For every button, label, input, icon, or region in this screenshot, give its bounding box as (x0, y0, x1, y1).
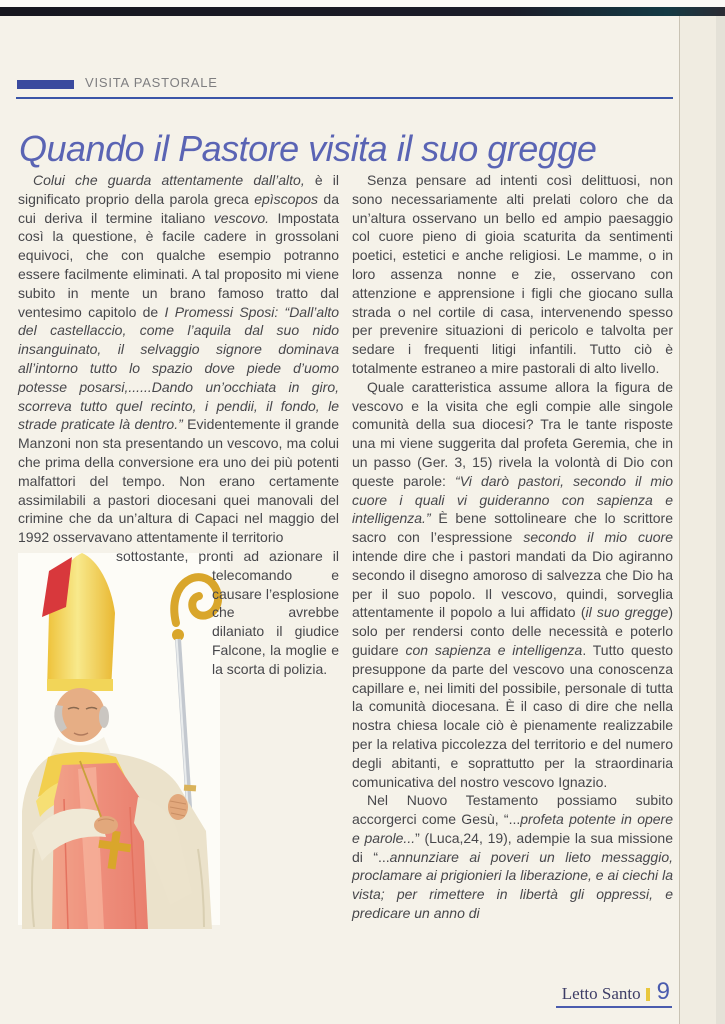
paragraph: Nel Nuovo Testamento possiamo subito accorgerci come Gesù, “...profeta potente in opere e parole...” (Luca,24, 19), adempie la sua missione di “...annunziare ai poveri un lieto messaggio, proclamare ai prigionieri la liberazione, e ai ciechi la vista; per rimettere in libertà gli oppressi, e predicare un anno di (352, 792, 673, 922)
face (55, 688, 105, 742)
right-column (352, 171, 673, 929)
magazine-name: Letto Santo (561, 984, 641, 1003)
scan-top-margin (0, 0, 725, 7)
page-right-shadow (716, 16, 725, 1024)
paragraph: Colui che guarda attentamente dall’alto, è il significato proprio della parola greca epìscopos da cui deriva il termine italiano vescovo. Impostata così la questione, è facile cadere in grossolani equivoci, che con qualche esempio potranno essere facilmente eliminati. A tal proposito mi viene subito in mente un brano famoso tratto dal ventesimo capitolo de I Promessi Sposi: “Dall’alto del castellaccio, come l’aquila dal suo nido insanguinato, il selvaggio signore dominava all’intorno tutto lo spazio dove piede d’uomo potesse posarsi,......Dando un’occhiata in giro, scorreva tutto quel recinto, i pendii, il fondo, le strade praticate là dentro.” Evidentemente il grande Manzoni non sta presentando un vescovo, ma colui che prima della conversione era uno dei più potenti malfattori del tempo. Non erano certamente assimilabili a pastori diocesani quei manovali del crimine che da un’altura di Capaci nel maggio del 1992 osservavano attentamente il territorio (18, 172, 340, 546)
page-number: 9 (656, 978, 670, 1005)
header-rule (16, 97, 673, 99)
scan-dark-edge (0, 7, 725, 16)
left-column (18, 171, 339, 929)
section-accent-bar (17, 80, 74, 89)
footer-rule (556, 978, 672, 1008)
paragraph-wrapped: sottostante, pronti ad azionare il telecomando e causare l’esplosione che avrebbe dilaniato il giudice Falcone, la moglie e la scorta di polizia. (116, 547, 339, 677)
page-footer (556, 978, 672, 1006)
section-kicker: VISITA PASTORALE (85, 75, 218, 90)
article-body (18, 171, 673, 929)
paragraph: Senza pensare ad intenti così delittuosi, non sono necessariamente alti prelati coloro che da un’altura osservano un bello ed ampio paesaggio col cuore pieno di gioia scaturita da sentimenti poetici, estetici e anche religiosi. Le mamme, o in loro assenza nonne e zie, osservano con attenzione e apprensione i figli che giocano sulla strada o nel cortile di casa, intervenendo spesso per prevenire situazioni di pericolo e talvolta per sedare i frequenti litigi infantili. Tutto ciò è totalmente estraneo a mire pastorali di alto livello. (352, 172, 673, 376)
paragraph: Quale caratteristica assume allora la figura de vescovo e la visita che egli compie alle singole comunità della sua diocesi? Tra le tante risposte una mi viene suggerita dal profeta Geremia, che in un passo (Ger. 3, 15) rivela la volontà di Dio con queste parole: “Vi darò pastori, secondo il mio cuore i quali vi guideranno con sapienza e intelligenza.” È bene sottolineare che lo scrittore sacro con l’espressione secondo il mio cuore intende dire che i pastori mandati da Dio agiranno secondo il disegno amoroso di salvezza che Dio ha per il suo popolo. Il vescovo, quindi, sorveglia attentamente il popolo a lui affidato (il suo gregge) solo per rendersi conto delle necessità e poterlo guidare con sapienza e intelligenza. Tutto questo presuppone da parte del vescovo una conoscenza capillare e, nei limiti del possibile, personale di tutta la comunità diocesana. È il caso di dire che nella nostra chiesa locale ciò è pienamente realizzabile per la relativa piccolezza del territorio e del numero degli abitanti, e soprattutto per la straordinaria comunicativa del nostro vescovo Ignazio. (352, 378, 673, 790)
article-title: Quando il Pastore visita il suo gregge (19, 128, 597, 170)
footer-yellow-tick (646, 988, 650, 1001)
